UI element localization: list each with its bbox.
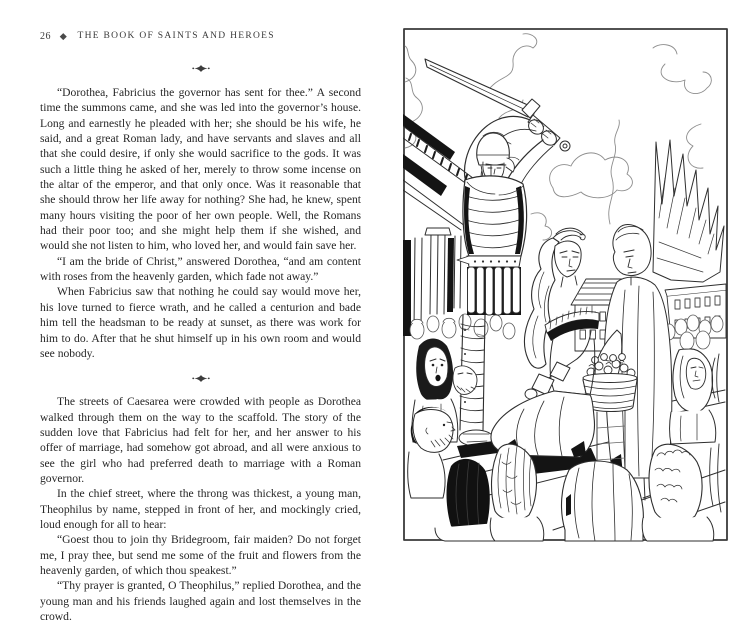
diamond-ornament-icon [60, 33, 66, 39]
paragraph: The streets of Caesarea were crowded with people as Dorothea walked through them on the way to the scaffold. The story of the sudden love that Fabricius had felt for her, and her answer to his offer of marriage, had somehow got abroad, and all were anxious to see the girl who had preferred death to marriage with a Roman governor. [40, 395, 361, 485]
right-page [403, 28, 729, 542]
running-head [40, 30, 361, 42]
page-number: 26 [40, 30, 51, 42]
section-ornament [40, 374, 361, 383]
paragraph: “Goest thou to join thy Bridegroom, fair maiden? Do not forget me, I pray thee, but send me some of the fruit and flowers from the heavenly garden, of which thou speakest.” [40, 533, 361, 577]
section-ornament [40, 64, 361, 73]
scaffold-scene-illustration [403, 28, 729, 542]
paragraph: In the chief street, where the throng was thickest, a young man, Theophilus by name, stepped in front of her, and mockingly cried, loud enough for all to hear: [40, 487, 361, 531]
left-page [40, 30, 361, 624]
fleuron-icon [192, 64, 210, 73]
fleuron-icon [192, 374, 210, 383]
paragraph: When Fabricius saw that nothing he could say would move her, his love turned to fierce wrath, and he called a centurion and bade him tell the headsman to be ready at sunset, as there was work for him to do. After that he shut himself up in his own room and would see nobody. [40, 285, 361, 360]
running-title: THE BOOK OF SAINTS AND HEROES [77, 31, 275, 41]
paragraph: “Thy prayer is granted, O Theophilus,” replied Dorothea, and the young man and his friends laughed again and lost themselves in the crowd. [40, 579, 361, 623]
paragraph: “Dorothea, Fabricius the governor has sent for thee.” A second time the summons came, and she was led into the governor’s house. Long and earnestly he pleaded with her; she should be his wife, he said, and a great Roman lady, and have servants and slaves and all that she could desire, if only she would sacrifice to the gods. It was such a little thing he asked of her, merely to throw some incense on the altar of the emperor, and that only once. Was it reasonable that she should throw her life away for nothing? She had, he knew, spent many hours visiting the poor of her own people. Well, the Romans had their poor too; and she might help them if she wished, and would she not listen to him, who loved her, and would fain save her. [40, 86, 361, 253]
paragraph: “I am the bride of Christ,” answered Dorothea, “and am content with roses from the heavenly garden, which fade not away.” [40, 254, 361, 284]
story-text [40, 85, 361, 624]
